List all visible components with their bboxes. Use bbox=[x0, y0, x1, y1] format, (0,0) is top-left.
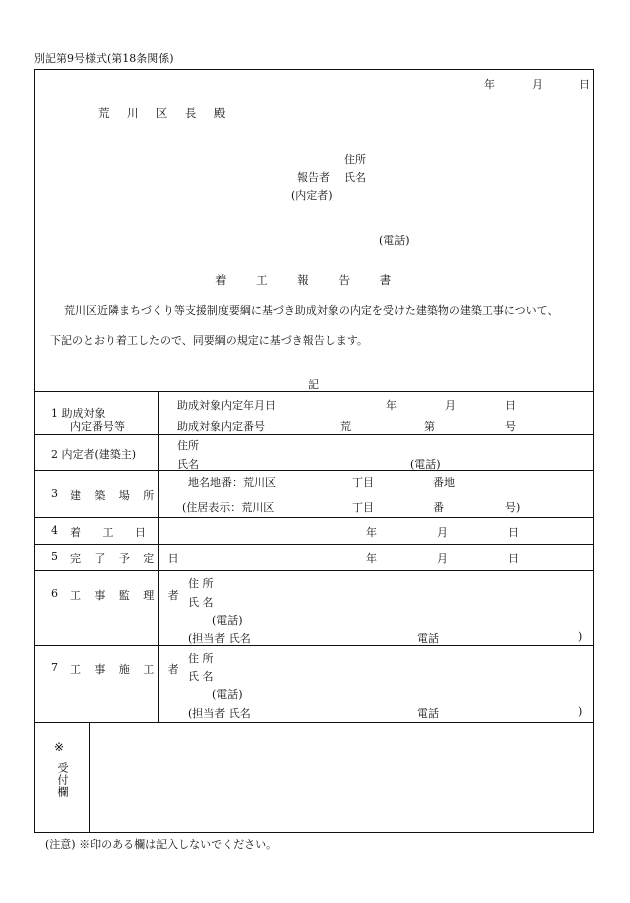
row5-day: 日 bbox=[508, 552, 519, 565]
row4-label-number: 4 bbox=[51, 524, 58, 537]
row1-item2-label: 助成対象内定番号 bbox=[177, 420, 265, 433]
row7-label-number: 7 bbox=[51, 661, 58, 674]
body-line-2: 下記のとおり着工したので、同要綱の規定に基づき報告します。 bbox=[50, 334, 368, 347]
row5-year: 年 bbox=[366, 552, 377, 565]
row3-addr-chome: 丁目 bbox=[352, 501, 374, 514]
row6-phone-label: (電話) bbox=[212, 614, 243, 627]
date-year: 年 bbox=[484, 78, 495, 91]
row2-phone-label: (電話) bbox=[410, 458, 441, 471]
row7-contact-phone-label: 電話 bbox=[417, 707, 439, 720]
row3-lot-label: 地名地番：荒川区 bbox=[188, 476, 276, 489]
row3-label-number: 3 bbox=[51, 487, 58, 500]
reporter-designee-label: (内定者) bbox=[291, 189, 333, 202]
row7-close-paren: ) bbox=[578, 705, 583, 718]
row5-label-number: 5 bbox=[51, 550, 58, 563]
row1-item2-go: 号 bbox=[505, 420, 516, 433]
row3-addr-ban: 番 bbox=[433, 501, 444, 514]
row6-address-label: 住 所 bbox=[188, 577, 214, 590]
row7-contact-label: (担当者 氏名 bbox=[188, 707, 251, 720]
row2-label: 2 内定者(建築主) bbox=[51, 448, 137, 461]
row1-item1-day: 日 bbox=[505, 399, 516, 412]
row-rule bbox=[34, 645, 594, 646]
reporter-name-label: 氏名 bbox=[344, 171, 366, 184]
addressee: 荒 川 区 長 殿 bbox=[98, 106, 233, 120]
row6-contact-label: (担当者 氏名 bbox=[188, 632, 251, 645]
reception-mark: ※ bbox=[54, 740, 65, 754]
reception-label: 受付欄 bbox=[56, 762, 69, 798]
row7-address-label: 住 所 bbox=[188, 652, 214, 665]
row7-phone-label: (電話) bbox=[212, 688, 243, 701]
row-rule bbox=[34, 544, 594, 545]
row4-day: 日 bbox=[508, 526, 519, 539]
ki-label: 記 bbox=[308, 378, 319, 391]
date-month: 月 bbox=[532, 78, 543, 91]
row-rule bbox=[34, 470, 594, 471]
row2-name-label: 氏名 bbox=[177, 458, 199, 471]
row3-addr-label: (住居表示：荒川区 bbox=[182, 501, 275, 514]
document-title: 着 工 報 告 書 bbox=[215, 273, 392, 287]
row2-address-label: 住所 bbox=[177, 439, 199, 452]
row4-year: 年 bbox=[366, 526, 377, 539]
row1-item1-label: 助成対象内定年月日 bbox=[177, 399, 276, 412]
row1-item2-dai: 第 bbox=[424, 420, 435, 433]
row4-month: 月 bbox=[437, 526, 448, 539]
row5-label: 完 了 予 定 日 bbox=[70, 552, 184, 565]
row6-label: 工 事 監 理 者 bbox=[70, 589, 184, 602]
row1-label-line1: 1 助成対象 bbox=[51, 407, 106, 420]
form-id: 別記第9号様式(第18条関係) bbox=[34, 52, 174, 65]
row7-name-label: 氏 名 bbox=[188, 670, 214, 683]
footer-note: (注意) ※印のある欄は記入しないでください。 bbox=[45, 838, 278, 851]
row1-item1-month: 月 bbox=[445, 399, 456, 412]
row3-lot-chome: 丁目 bbox=[352, 476, 374, 489]
reporter-phone-label: (電話) bbox=[379, 234, 410, 247]
reporter-label: 報告者 bbox=[297, 171, 330, 184]
reporter-address-label: 住所 bbox=[344, 153, 366, 166]
date-day: 日 bbox=[579, 78, 590, 91]
row7-label: 工 事 施 工 者 bbox=[70, 663, 184, 676]
row1-item2-prefix: 荒 bbox=[340, 420, 351, 433]
row3-label: 建 築 場 所 bbox=[70, 489, 160, 502]
row-rule bbox=[34, 434, 594, 435]
body-line-1: 荒川区近隣まちづくり等支援制度要綱に基づき助成対象の内定を受けた建築物の建築工事について、 bbox=[64, 304, 559, 317]
row6-name-label: 氏 名 bbox=[188, 596, 214, 609]
row6-label-number: 6 bbox=[51, 587, 58, 600]
row3-lot-banchi: 番地 bbox=[433, 476, 455, 489]
row-rule bbox=[34, 517, 594, 518]
table-top-rule bbox=[34, 391, 594, 392]
row-rule bbox=[34, 570, 594, 571]
row1-label-line2: 内定番号等 bbox=[70, 420, 125, 433]
reception-field[interactable] bbox=[90, 723, 593, 831]
row1-item1-year: 年 bbox=[386, 399, 397, 412]
row5-month: 月 bbox=[437, 552, 448, 565]
row6-close-paren: ) bbox=[578, 630, 583, 643]
row3-addr-go: 号) bbox=[505, 501, 521, 514]
row6-contact-phone-label: 電話 bbox=[417, 632, 439, 645]
row4-label: 着 工 日 bbox=[70, 526, 146, 539]
